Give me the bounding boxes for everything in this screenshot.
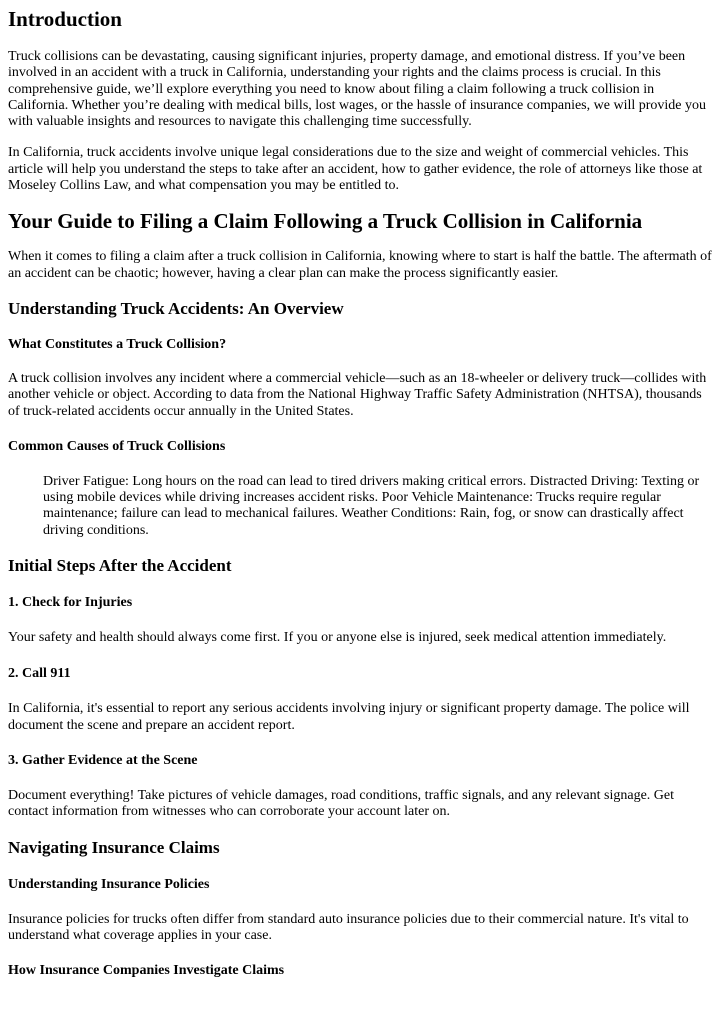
step2-paragraph: In California, it's essential to report any serious accidents involving injury or significant property damage. The police will document the scene and prepare an accident report. [8,701,690,733]
causes-heading: Common Causes of Truck Collisions [8,438,226,454]
guide-heading: Your Guide to Filing a Claim Following a Truck Collision in California [8,209,643,234]
step1-paragraph: Your safety and health should always come first. If you or anyone else is injured, seek medical attention immediately. [8,630,667,646]
guide-paragraph: When it comes to filing a claim after a truck collision in California, knowing where to start is half the battle. The aftermath of an accident can be chaotic; however, having a clear plan can make the process significantly easier. [8,249,712,281]
step3-paragraph: Document everything! Take pictures of vehicle damages, road conditions, traffic signals, and any relevant signage. Get contact information from witnesses who can corroborate your account later on. [8,787,675,820]
article [0,7,720,979]
intro-paragraph-2: In California, truck accidents involve unique legal considerations due to the size and weight of commercial vehicles. This article will help you understand the steps to take after an accident, how to gather evidence, the role of attorneys like those at Moseley Collins Law, and what compensation you may be entitled to. [8,145,703,194]
step3-heading: 3. Gather Evidence at the Scene [8,752,198,768]
initial-steps-heading: Initial Steps After the Accident [8,556,232,576]
step1-heading: 1. Check for Injuries [8,595,133,611]
what-paragraph: A truck collision involves any incident where a commercial vehicle—such as an 18-wheeler or delivery truck—collides with another vehicle or object. According to data from the National Highway Traffic Safety Administration (NHTSA), thousands of truck-related accidents occur annually in the United States. [8,370,707,419]
intro-paragraph-1: Truck collisions can be devastating, causing significant injuries, property damage, and emotional distress. If you’ve been involved in an accident with a truck in California, understanding your rights and the claims process is crucial. In this comprehensive guide, we’ll explore everything you need to know about filing a claim following a truck collision in California. Whether you’re dealing with medical bills, lost wages, or the hassle of insurance companies, we will provide you with valuable insights and resources to navigate this challenging time successfully. [8,49,706,130]
policies-heading: Understanding Insurance Policies [8,876,210,892]
what-heading: What Constitutes a Truck Collision? [8,336,227,352]
investigate-heading: How Insurance Companies Investigate Claims [8,963,285,979]
insurance-heading: Navigating Insurance Claims [8,837,220,857]
step2-heading: 2. Call 911 [8,666,71,682]
overview-heading: Understanding Truck Accidents: An Overview [8,298,344,318]
intro-heading: Introduction [8,7,122,31]
causes-paragraph: Driver Fatigue: Long hours on the road can lead to tired drivers making critical errors. Distracted Driving: Texting or using mobile devices while driving increases accident risks. Poor Vehicle Maintenance: Trucks require regular maintenance; failure can lead to mechanical failures. Weather Conditions: Rain, fog, or snow can drastically affect driving conditions. [43,473,700,538]
policies-paragraph: Insurance policies for trucks often differ from standard auto insurance policies due to their commercial nature. It's vital to understand what coverage applies in your case. [8,911,689,943]
